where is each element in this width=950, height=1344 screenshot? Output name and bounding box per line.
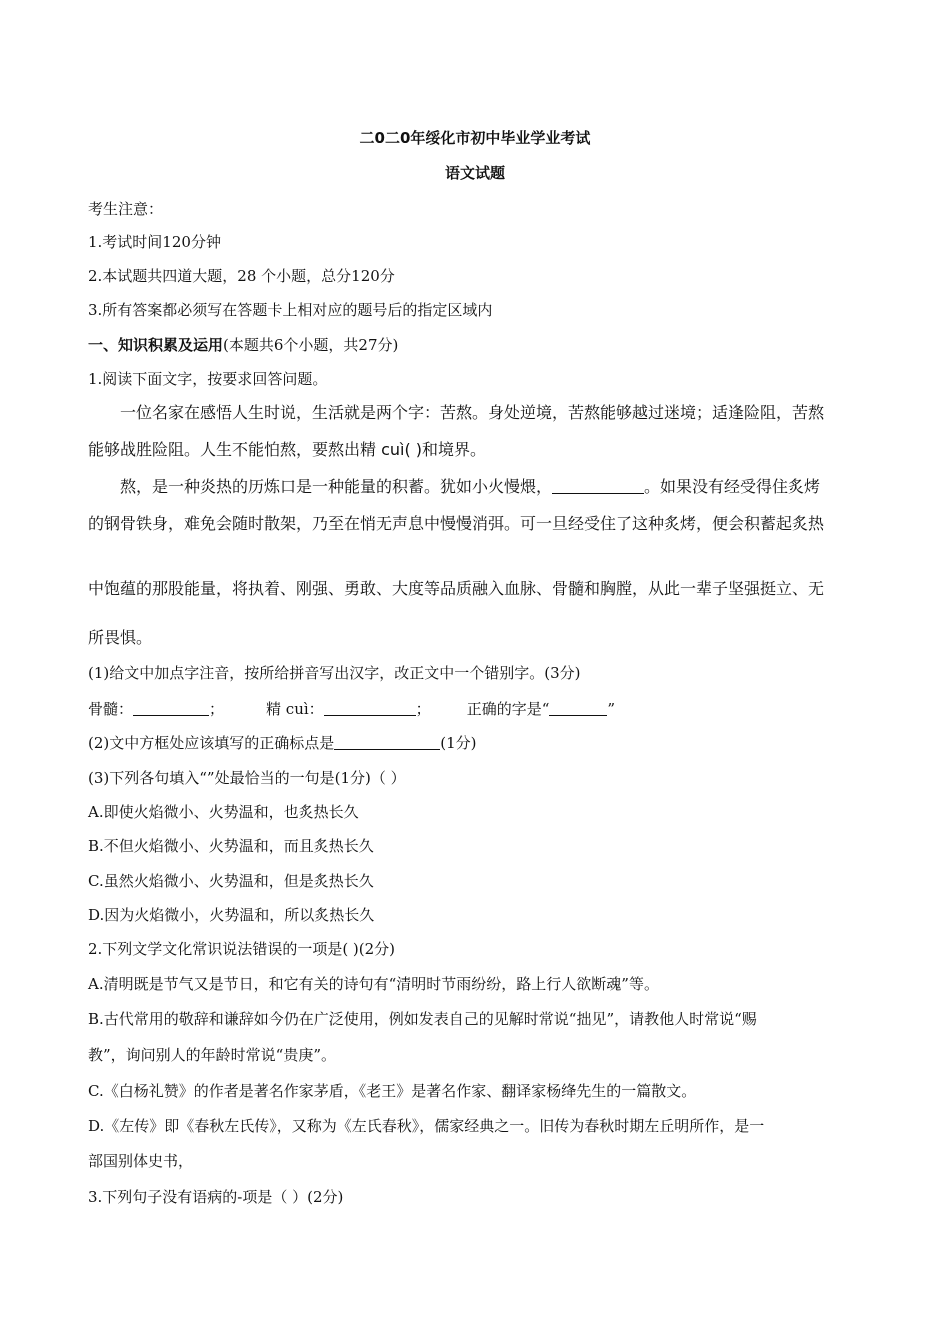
- answer-blank[interactable]: [549, 699, 607, 716]
- notice-item: 2.本试题共四道大题，28 个小题，总分120分: [88, 267, 395, 285]
- passage-line: [120, 477, 820, 497]
- passage-blank: [552, 477, 644, 494]
- exam-title: 二0二0年绥化市初中毕业学业考试: [359, 129, 591, 147]
- answer-blank[interactable]: [324, 699, 416, 716]
- option-a: A.清明既是节气又是节日，和它有关的诗句有“清明时节雨纷纷，路上行人欲断魂”等。: [88, 975, 659, 993]
- passage-line: 所畏惧。: [88, 628, 153, 647]
- question-stem: 1.阅读下面文字，按要求回答问题。: [88, 370, 328, 388]
- passage-line: 中饱蕴的那股能量，将执着、刚强、勇敢、大度等品质融入血脉、骨髓和胸膛，从此一辈子坚强挺立、无: [88, 579, 825, 598]
- passage-line: 一位名家在感悟人生时说，生活就是两个字：苦熬。身处逆境，苦熬能够越过迷境；适逢险阻，苦熬: [120, 403, 825, 422]
- section-note: (本题共6个小题，共27分): [223, 336, 399, 354]
- option-c: C.《白杨礼赞》的作者是著名作家茅盾，《老王》是著名作家、翻译家杨绛先生的一篇散文。: [88, 1082, 697, 1100]
- passage-line: 能够战胜险阻。人生不能怕熬，要熬出精 cuì( )和境界。: [88, 440, 487, 459]
- subquestion-1: (1)给文中加点字注音，按所给拼音写出汉字，改正文中一个错别字。(3分): [88, 664, 581, 682]
- option-c: C.虽然火焰微小、火势温和，但是炙热长久: [88, 872, 374, 890]
- blank-label-correct-char: 正确的字是“: [466, 700, 550, 718]
- answer-blank[interactable]: [133, 699, 209, 716]
- subquestion-1-blanks: [88, 699, 615, 719]
- notice-item: 3.所有答案都必须写在答题卡上相对应的题号后的指定区域内: [88, 301, 493, 319]
- answer-blank[interactable]: [334, 733, 440, 750]
- notice-heading: 考生注意：: [88, 200, 164, 218]
- passage-text: 熬，是一种炎热的历炼口是一种能量的积蓄。犹如小火慢煨，: [120, 477, 553, 496]
- subquestion-3: (3)下列各句填入“”处最恰当的一句是(1分)（ ）: [88, 769, 406, 787]
- blank-label-gusui: 骨髓：: [88, 700, 134, 718]
- section-heading: [88, 335, 398, 355]
- option-b-cont: 教”，询问别人的年龄时常说“贵庚”。: [88, 1046, 337, 1064]
- blank-label-jingcui: 精 cuì：: [266, 700, 324, 718]
- quote-close: ”: [607, 700, 616, 718]
- separator: ；: [415, 700, 431, 718]
- exam-subtitle: 语文试题: [444, 164, 505, 182]
- option-d-cont: 部国别体史书，: [88, 1152, 194, 1170]
- question-stem: 2.下列文学文化常识说法错误的一项是( )(2分): [88, 940, 396, 958]
- passage-line: 的钢骨铁身，难免会随时散架，乃至在悄无声息中慢慢消弭。可一旦经受住了这种炙烤，便会积蓄起炙热: [88, 514, 825, 533]
- subquestion-2-score: (1分): [440, 734, 477, 752]
- question-stem: 3.下列句子没有语病的-项是（ ）(2分): [88, 1188, 344, 1206]
- section-title: 一、知识积累及运用: [88, 336, 224, 354]
- subquestion-2-text: (2)文中方框处应该填写的正确标点是: [88, 734, 335, 752]
- option-b: B.不但火焰微小、火势温和，而且炙热长久: [88, 837, 374, 855]
- option-d: D.《左传》即《春秋左氏传》，又称为《左氏春秋》，儒家经典之一。旧传为春秋时期左丘明所作，是一: [88, 1117, 765, 1135]
- option-d: D.因为火焰微小，火势温和，所以炙热长久: [88, 906, 375, 924]
- separator: ；: [209, 700, 225, 718]
- passage-text: 。如果没有经受得住炙烤: [644, 477, 821, 496]
- notice-item: 1.考试时间120分钟: [88, 233, 221, 251]
- subquestion-2: [88, 733, 477, 753]
- option-a: A.即使火焰微小、火势温和，也炙热长久: [88, 803, 359, 821]
- option-b: B.古代常用的敬辞和谦辞如今仍在广泛使用，例如发表自己的见解时常说“拙见”，请教他人时常说“赐: [88, 1010, 757, 1028]
